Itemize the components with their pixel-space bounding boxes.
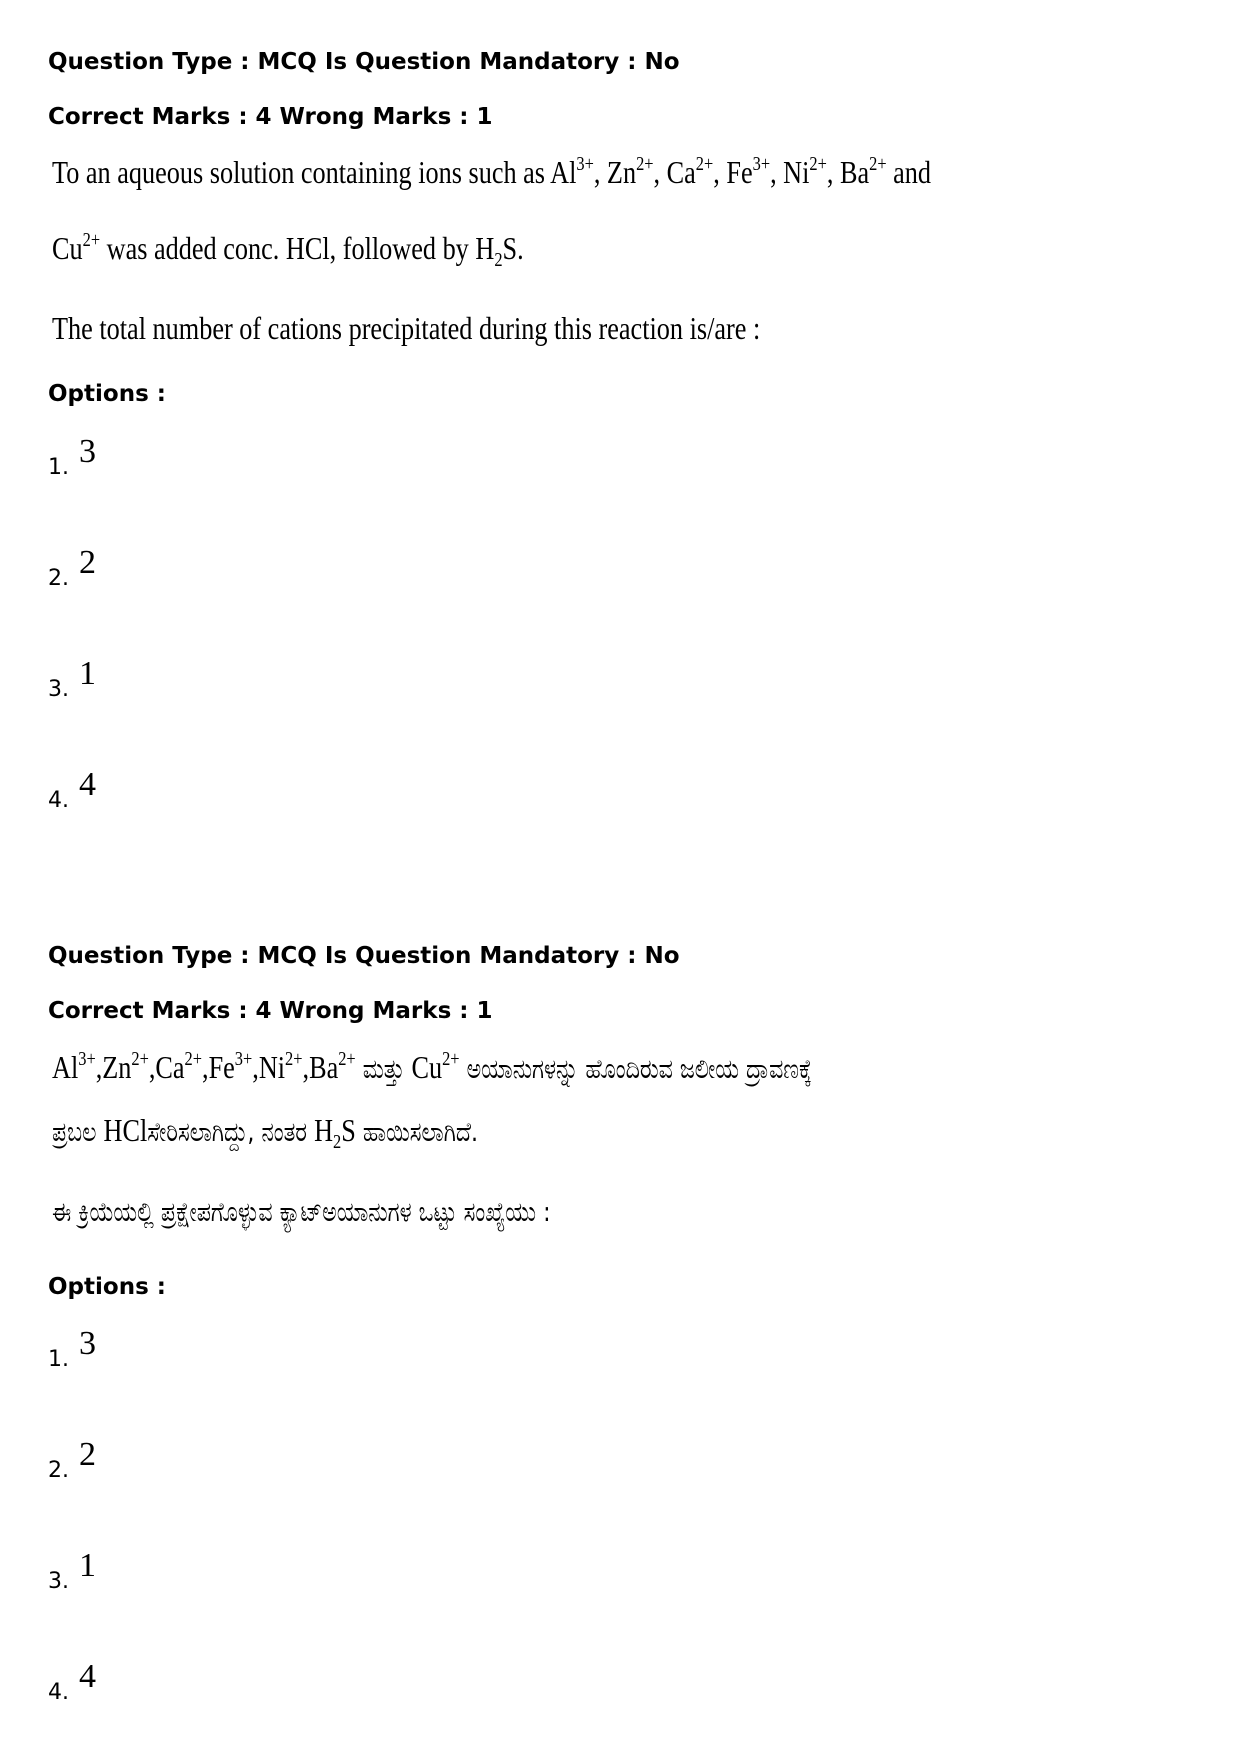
option-number: 1. bbox=[48, 1347, 69, 1372]
ion-ca: $Ca^{2+}$ bbox=[666, 153, 714, 190]
question-2-options-label: Options : bbox=[48, 1274, 166, 1300]
ion-cu: $Cu^{2+}$ bbox=[52, 229, 101, 266]
option-value: 4 bbox=[79, 766, 96, 803]
option-number: 2. bbox=[48, 566, 69, 591]
q1-line1-prefix: To an aqueous solution containing ions such as bbox=[52, 154, 551, 190]
option-value: 4 bbox=[79, 1658, 96, 1695]
option-value: 1 bbox=[79, 1547, 96, 1584]
ion-zn: $Zn^{2+}$ bbox=[606, 153, 654, 190]
question-2-text-line-1: $Al^{3+},Zn^{2+},Ca^{2+},Fe^{3+},Ni^{2+},Ba^{2+}$ ಮತ್ತು $Cu^{2+}$ ಅಯಾನುಗಳನ್ನು ಹೊಂದಿರುವ ಜಲೀಯ ದ್ರಾವಣಕ್ಕೆ bbox=[52, 1048, 812, 1085]
question-1-text-line-1: To an aqueous solution containing ions such as $Al^{3+}$, $Zn^{2+}$, $Ca^{2+}$, $Fe^{3+}$, $Ni^{2+}$, $Ba^{2+}$ and bbox=[52, 153, 932, 190]
ion-ba: $Ba^{2+}$ bbox=[839, 153, 887, 190]
ion-zn: $Zn^{2+}$ bbox=[102, 1048, 149, 1085]
ion-ni: $Ni^{2+}$ bbox=[783, 153, 827, 190]
ion-fe: $Fe^{3+}$ bbox=[726, 153, 771, 190]
ion-al: $Al^{3+}$ bbox=[550, 153, 594, 190]
option-value: 3 bbox=[79, 1325, 96, 1362]
q2-option-2[interactable] bbox=[48, 1436, 96, 1486]
q1-option-1[interactable] bbox=[48, 433, 96, 483]
option-value: 1 bbox=[79, 655, 96, 692]
option-number: 3. bbox=[48, 677, 69, 702]
option-number: 1. bbox=[48, 455, 69, 480]
option-number: 3. bbox=[48, 1569, 69, 1594]
ion-ni: $Ni^{2+}$ bbox=[258, 1048, 303, 1085]
q2-option-3[interactable] bbox=[48, 1547, 96, 1597]
q1-option-2[interactable] bbox=[48, 544, 96, 594]
question-1-text-line-2: $Cu^{2+}$ was added conc. HCl, followed by $H_2S$. bbox=[52, 229, 524, 271]
question-1-text-line-3: The total number of cations precipitated during this reaction is/are : bbox=[52, 310, 761, 346]
option-number: 2. bbox=[48, 1458, 69, 1483]
question-1-header: Question Type : MCQ Is Question Mandatory : No bbox=[48, 49, 680, 75]
q1-option-3[interactable] bbox=[48, 655, 96, 705]
q1-option-4[interactable] bbox=[48, 766, 96, 816]
option-number: 4. bbox=[48, 1680, 69, 1705]
option-value: 2 bbox=[79, 544, 96, 581]
question-1-options-label: Options : bbox=[48, 381, 166, 407]
ion-ca: $Ca^{2+}$ bbox=[155, 1048, 203, 1085]
ion-ba: $Ba^{2+}$ bbox=[309, 1048, 356, 1085]
question-2-text-line-2: ಪ್ರಬಲ HClಸೇರಿಸಲಾಗಿದ್ದು, ನಂತರ $H_2S$ ಹಾಯಿಸಲಾಗಿದೆ. bbox=[52, 1112, 479, 1153]
ion-cu: $Cu^{2+}$ bbox=[411, 1048, 460, 1085]
ion-al: $Al^{3+}$ bbox=[52, 1048, 96, 1085]
question-2-header: Question Type : MCQ Is Question Mandatory : No bbox=[48, 943, 680, 969]
q2-option-4[interactable] bbox=[48, 1658, 96, 1708]
option-number: 4. bbox=[48, 788, 69, 813]
option-value: 2 bbox=[79, 1436, 96, 1473]
option-value: 3 bbox=[79, 433, 96, 470]
question-2-marks: Correct Marks : 4 Wrong Marks : 1 bbox=[48, 998, 493, 1024]
q2-option-1[interactable] bbox=[48, 1325, 96, 1375]
question-1-marks: Correct Marks : 4 Wrong Marks : 1 bbox=[48, 104, 493, 130]
ion-fe: $Fe^{3+}$ bbox=[208, 1048, 253, 1085]
question-2-text-line-3: ಈ ಕ್ರಿಯೆಯಲ್ಲಿ ಪ್ರಕ್ಷೇಪಗೊಳ್ಳುವ ಕ್ಯಾಟ್‌ಅಯಾನುಗಳ ಒಟ್ಟು ಸಂಖ್ಯೆಯು : bbox=[52, 1197, 551, 1228]
